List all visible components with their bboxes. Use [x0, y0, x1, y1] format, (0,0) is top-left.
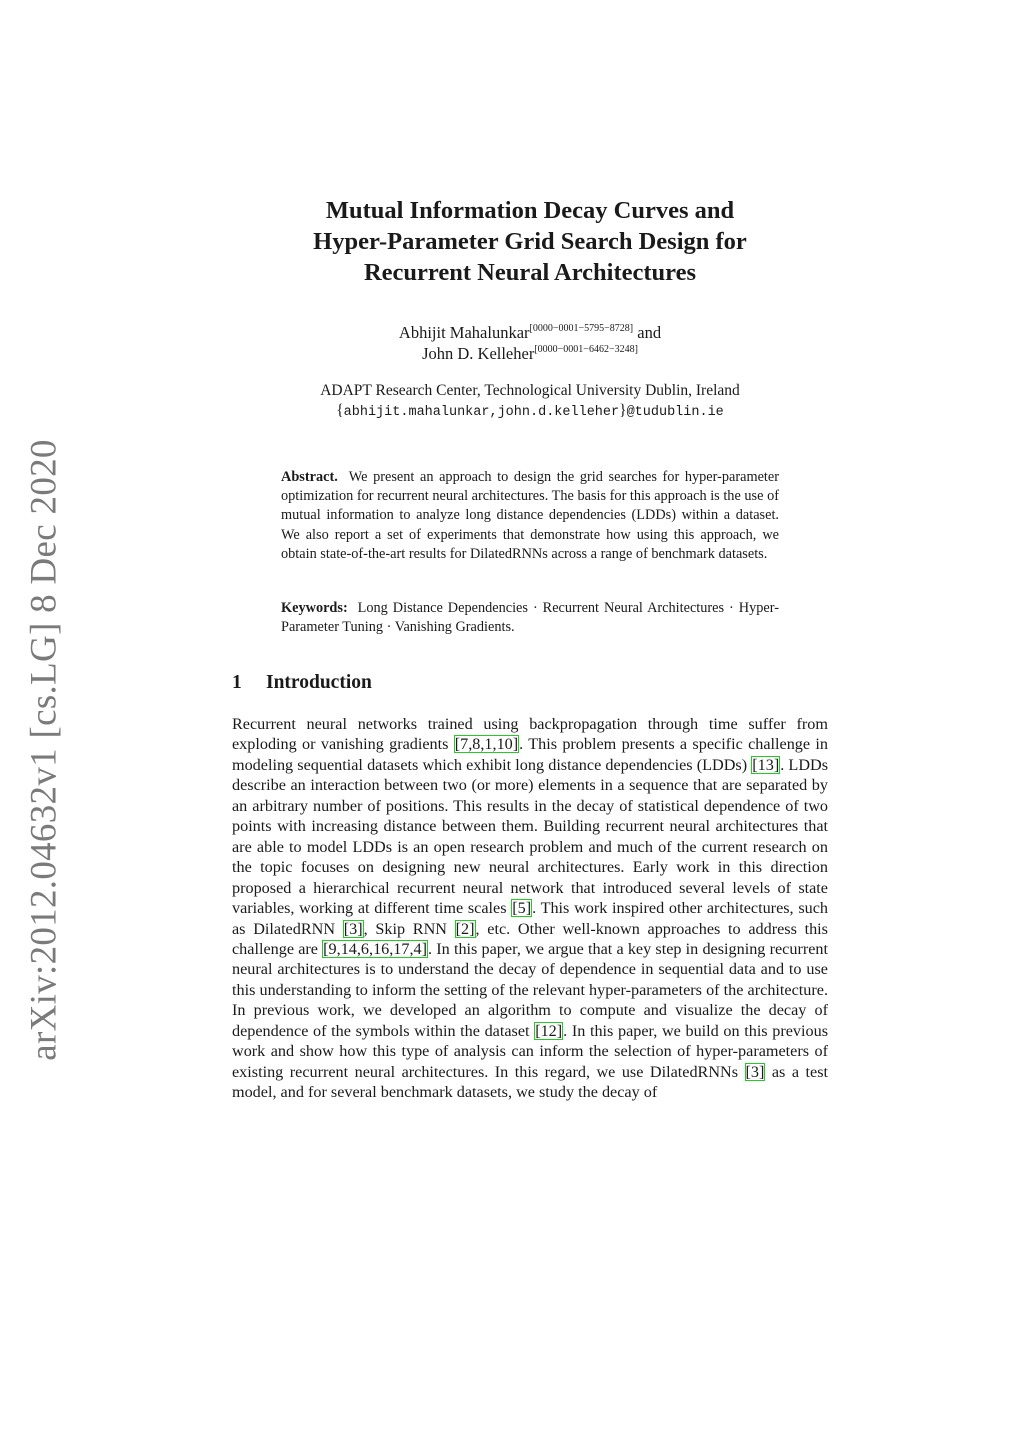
abstract-label: Abstract.	[281, 469, 338, 485]
abstract-text: We present an approach to design the grid searches for hyper-parameter optimization for recurrent neural architectures. The basis for this approach is the use of mutual information to analyze long distance dependencies (LDDs) within a dataset. We also report a set of experiments that demonstrate how using this approach, we obtain state-of-the-art results for DilatedRNNs across a range of benchmark datasets.	[281, 469, 779, 562]
email-open-brace: {	[336, 402, 344, 419]
email-line[interactable]	[232, 401, 828, 423]
abstract	[281, 468, 779, 564]
intro-text: as a test model, and for several benchmark datasets, we study the decay of	[232, 1062, 828, 1102]
section-number: 1	[232, 672, 242, 693]
arxiv-identifier: arXiv:2012.04632v1 [cs.LG] 8 Dec 2020	[23, 439, 65, 1061]
title-line-1: Mutual Information Decay Curves and	[325, 197, 735, 224]
citation-link[interactable]: [12]	[535, 1021, 563, 1040]
citation-link[interactable]: [2]	[455, 919, 475, 938]
affiliation	[232, 381, 828, 423]
affiliation-line: ADAPT Research Center, Technological University Dublin, Ireland	[320, 382, 740, 399]
keywords-text: Long Distance Dependencies · Recurrent Neural Architectures · Hyper-Parameter Tuning · Vanishing Gradients.	[281, 600, 779, 636]
author-line-1	[232, 322, 828, 343]
intro-text: . In this paper, we build on this previous work and show how this type of analysis can inform the selection of hyper-parameters of existing recurrent neural architectures. In this regard, we use DilatedRNNs	[232, 1021, 828, 1081]
email-close-brace: }	[619, 402, 627, 419]
title-line-2: Hyper-Parameter Grid Search Design for	[313, 228, 747, 255]
intro-text: . LDDs describe an interaction between two (or more) elements in a sequence that are separated by an arbitrary number of positions. This results in the decay of statistical dependence of two points with increasing distance between them. Building recurrent neural architectures that are able to model LDDs is an open research problem and much of the current research on the topic focuses on designing new neural architectures. Early work in this direction proposed a hierarchical recurrent neural network that introduced several levels of state variables, working at different time scales	[232, 755, 829, 918]
intro-text: . This problem presents a specific challenge in modeling sequential datasets which exhibit long distance dependencies (LDDs)	[232, 735, 828, 774]
keywords-label: Keywords:	[281, 600, 348, 616]
citation-link[interactable]: [9,14,6,16,17,4]	[323, 939, 428, 958]
section-heading	[232, 672, 372, 694]
section-title: Introduction	[266, 672, 372, 693]
citation-link[interactable]: [3]	[745, 1062, 765, 1081]
intro-text: . This work inspired other architectures, such as DilatedRNN	[232, 899, 828, 938]
intro-text: Recurrent neural networks trained using backpropagation through time suffer from exploding or vanishing gradients	[232, 715, 828, 754]
email-users: abhijit.mahalunkar,john.d.kelleher	[343, 405, 620, 420]
author-2-orcid[interactable]: [0000−0001−6462−3248]	[534, 344, 638, 355]
author-conjunction: and	[637, 323, 662, 342]
author-1-name: Abhijit Mahalunkar	[398, 323, 530, 342]
email-domain: @tudublin.ie	[626, 405, 724, 420]
citation-link[interactable]: [5]	[512, 899, 532, 918]
intro-text: . In this paper, we argue that a key step in designing recurrent neural architectures is to understand the decay of dependence in sequential data and to use this understanding to inform the setting of the relevant hyper-parameters of the architecture. In previous work, we developed an algorithm to compute and visualize the decay of dependence of the symbols within the dataset	[232, 939, 828, 1040]
citation-link[interactable]: [7,8,1,10]	[454, 735, 519, 754]
author-line-2	[232, 343, 828, 364]
author-list	[232, 322, 828, 364]
paper-title	[232, 195, 828, 288]
title-line-3: Recurrent Neural Architectures	[363, 259, 697, 286]
citation-link[interactable]: [13]	[752, 755, 780, 774]
author-1-orcid[interactable]: [0000−0001−5795−8728]	[529, 323, 634, 334]
keywords	[281, 599, 779, 637]
citation-link[interactable]: [3]	[343, 919, 363, 938]
author-2-name: John D. Kelleher	[422, 344, 535, 363]
intro-text: , etc. Other well-known approaches to address this challenge are	[232, 919, 828, 958]
introduction-paragraph	[232, 714, 828, 1103]
intro-text: , Skip RNN	[363, 919, 455, 938]
